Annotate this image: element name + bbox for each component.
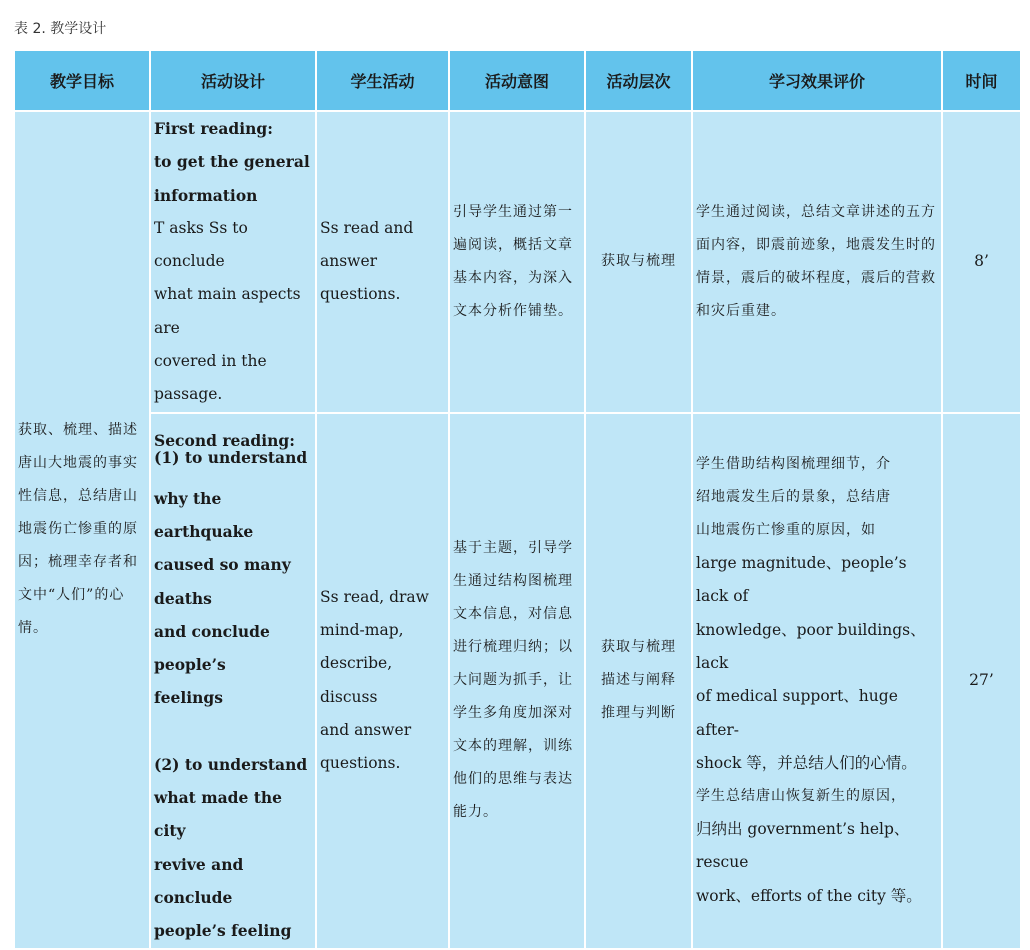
design-line: information <box>154 185 258 205</box>
design-line: feelings <box>154 688 224 708</box>
time-cell: 27’ <box>942 413 1021 949</box>
student-line: questions. <box>320 754 401 773</box>
header-level: 活动层次 <box>585 50 692 111</box>
design-line: people’s feeling <box>154 921 292 941</box>
header-row <box>14 50 1021 111</box>
design-line: (1) to understand <box>154 447 308 467</box>
student-line: mind-map, <box>320 621 404 639</box>
eval-line: 学生总结唐山恢复新生的原因， <box>696 788 906 805</box>
eval-line: work、efforts of the city 等。 <box>696 886 922 905</box>
header-time: 时间 <box>942 50 1021 111</box>
design-line: (2) to understand <box>154 754 308 774</box>
design-cell <box>150 111 316 413</box>
level-line: 获取与梳理 <box>601 639 676 656</box>
eval-line: 山地震伤亡惨重的原因，如 <box>696 522 876 539</box>
item-number: (1) <box>154 447 180 467</box>
table-row <box>14 111 1021 413</box>
design-line: what made the city <box>154 788 283 841</box>
student-cell: Ss read and answer questions. <box>316 111 449 413</box>
header-intent: 活动意图 <box>449 50 585 111</box>
time-cell: 8’ <box>942 111 1021 413</box>
design-line: covered in the passage. <box>154 352 267 404</box>
design-line: why the earthquake <box>154 488 254 541</box>
item-number: (2) <box>154 754 180 774</box>
design-title: Second reading: <box>154 430 295 450</box>
eval-cell <box>692 413 942 949</box>
header-student: 学生活动 <box>316 50 449 111</box>
eval-line: knowledge、poor buildings、lack <box>696 620 926 672</box>
design-line: to get the general <box>154 152 310 172</box>
eval-cell: 学生通过阅读，总结文章讲述的五方面内容，即震前迹象，地震发生时的情景，震后的破坏程度，震后的营救和灾后重建。 <box>692 111 942 413</box>
design-line: caused so many deaths <box>154 555 291 608</box>
eval-line: 绍地震发生后的景象，总结唐 <box>696 489 891 506</box>
eval-line: large magnitude、people’s lack of <box>696 554 907 606</box>
student-line: and answer <box>320 720 412 739</box>
intent-cell: 引导学生通过第一遍阅读，概括文章基本内容，为深入文本分析作铺垫。 <box>449 111 585 413</box>
table-row <box>14 413 1021 949</box>
design-line: revive and conclude <box>154 854 244 907</box>
student-cell <box>316 413 449 949</box>
eval-line: 归纳出 government’s help、rescue <box>696 820 910 872</box>
student-line: describe, discuss <box>320 654 393 706</box>
level-cell <box>585 413 692 949</box>
header-eval: 学习效果评价 <box>692 50 942 111</box>
design-cell <box>150 413 316 949</box>
design-line: T asks Ss to conclude <box>154 218 248 271</box>
level-cell: 获取与梳理 <box>585 111 692 413</box>
eval-line: shock 等，并总结人们的心情。 <box>696 753 917 772</box>
design-line: what main aspects are <box>154 285 301 337</box>
header-design: 活动设计 <box>150 50 316 111</box>
teaching-design-table <box>13 49 1022 950</box>
table-caption: 表 2. 教学设计 <box>14 21 107 37</box>
design-line: and conclude people’s <box>154 621 270 675</box>
design-title: First reading: <box>154 119 273 138</box>
student-line: Ss read, draw <box>320 587 429 606</box>
eval-line: 学生借助结构图梳理细节，介 <box>696 456 891 473</box>
level-line: 描述与阐释 <box>601 672 676 689</box>
goal-cell: 获取、梳理、描述唐山大地震的事实性信息，总结唐山地震伤亡惨重的原因；梳理幸存者和文中“人们”的心情。 <box>14 111 150 949</box>
header-goal: 教学目标 <box>14 50 150 111</box>
level-line: 推理与判断 <box>601 705 676 722</box>
eval-line: of medical support、huge after- <box>696 687 898 739</box>
intent-cell: 基于主题，引导学生通过结构图梳理文本信息，对信息进行梳理归纳；以大问题为抓手，让学生多角度加深对文本的理解，训练他们的思维与表达能力。 <box>449 413 585 949</box>
